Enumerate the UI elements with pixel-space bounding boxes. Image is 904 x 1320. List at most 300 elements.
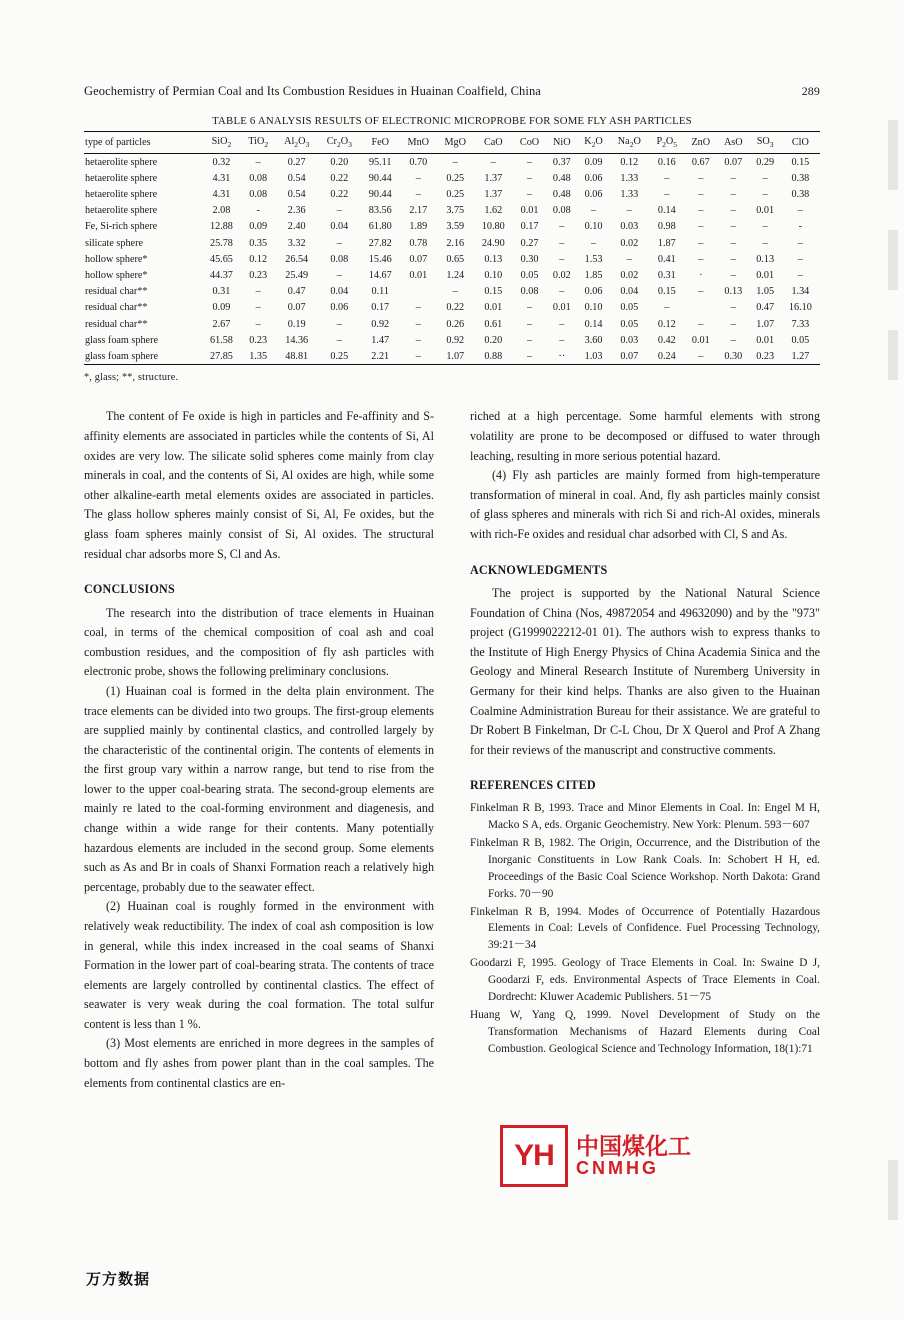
scan-edge-mark [888, 230, 898, 290]
scan-edge-mark [888, 330, 898, 380]
watermark-line-2: CNMHG [576, 1157, 659, 1178]
table-cell: 27.85 [202, 348, 241, 365]
heading-references: REFERENCES CITED [470, 778, 596, 793]
table-cell: 0.02 [620, 237, 639, 249]
table-column-header: NiO [546, 132, 577, 154]
table-cell: – [664, 172, 670, 184]
table-column-header: $Al_2O_3$ [275, 132, 318, 154]
table-cell: – [452, 156, 458, 168]
table-cell: 44.37 [209, 269, 233, 281]
table-cell: – [698, 237, 704, 249]
table-cell: 4.31 [212, 189, 231, 200]
table-cell: 0.15 [791, 156, 810, 168]
table-cell: 0.92 [446, 334, 465, 346]
table-cell: 0.08 [520, 286, 539, 298]
table-cell: – [730, 253, 736, 265]
table-cell: – [730, 318, 736, 330]
table-cell: 0.03 [620, 334, 639, 346]
paragraph-conclusion-1: (1) Huainan coal is formed in the delta plain environment. The trace elements can be divided into two groups. The first-group elements are supplied mainly by continental clastics, and controlled largely by the characteristic of the continental origin. The contents of elements in the first group vary within a narrow range, but tend to rise from the lower to the upper coal-bearing strata. The second-group elements are mainly re lated to the coal-forming environment and diagenesis, and change within a wide range for their contents. Many potentially hazardous elements are included in the second group. Some elements such as As and Br in coals of Shanxi Formation reach a relatively high percentage, probably due to the seawater effect. [84, 683, 434, 894]
table-cell: 48.81 [275, 348, 318, 365]
table-row [84, 300, 820, 316]
table-column-header: CoO [513, 132, 546, 154]
table-cell: 0.54 [287, 172, 306, 184]
table-cell: – [730, 334, 736, 346]
table-cell: 0.12 [620, 156, 639, 168]
table-cell: 1.33 [620, 189, 639, 200]
reference-item: Huang W, Yang Q, 1999. Novel Development of Study on the Transformation Mechanisms of Hazard Elements during Coal Combustion. Geological Science and Technology Information, 18(1):71 [470, 1009, 820, 1055]
table-cell: 1.07 [437, 348, 474, 365]
table-column-header: MgO [437, 132, 474, 154]
table-cell: – [415, 302, 421, 314]
table-cell: 0.01 [756, 334, 775, 346]
table-cell: 14.67 [368, 269, 392, 281]
table-cell: 25.78 [209, 237, 233, 249]
table-cell: 1.47 [371, 334, 390, 346]
table-cell: 45.65 [209, 253, 233, 265]
table-cell: 0.98 [657, 221, 676, 233]
table-cell: 0.47 [756, 302, 775, 314]
watermark-logo [500, 1125, 800, 1187]
table-cell: – [452, 286, 458, 298]
table-cell: – [255, 156, 261, 168]
paragraph-enriched-cont: riched at a high percentage. Some harmful elements with strong volatility are prone to be decomposed or diffused to water through leaching, resulting in more serious potential hazard. [470, 409, 820, 463]
particle-type-cell: residual char** [85, 286, 148, 298]
table-cell: – [559, 237, 565, 249]
table-cell: – [415, 318, 421, 330]
table-cell: 0.54 [287, 189, 306, 200]
particle-type-cell: glass foam sphere [84, 348, 202, 365]
table-cell: – [730, 302, 736, 314]
table-cell: – [698, 286, 704, 298]
table-cell: 1.05 [756, 286, 775, 298]
table-cell: – [415, 189, 421, 200]
table-cell: 1.62 [484, 205, 503, 217]
table-cell: 16.10 [788, 302, 812, 314]
table-cell: 0.02 [552, 269, 571, 281]
table-cell: 0.41 [657, 253, 676, 265]
heading-acknowledgments: ACKNOWLEDGMENTS [470, 562, 608, 577]
table-cell: 0.31 [212, 286, 231, 298]
table-cell: 0.11 [371, 286, 389, 298]
table-cell: 0.16 [657, 156, 676, 168]
table-cell: 1.35 [241, 348, 275, 365]
table-column-header: MnO [400, 132, 437, 154]
table-cell: – [698, 205, 704, 217]
table-cell: 0.07 [409, 253, 428, 265]
watermark-mark: YH [500, 1125, 568, 1187]
table-cell: 2.67 [212, 318, 231, 330]
table-cell: 3.75 [446, 205, 465, 217]
table-cell: 1.87 [657, 237, 676, 249]
table-cell: 0.27 [287, 156, 306, 168]
table-cell: 0.14 [584, 318, 603, 330]
running-head [84, 84, 820, 102]
table-cell: 15.46 [368, 253, 392, 265]
table-cell: 0.27 [520, 237, 539, 249]
table-cell: 0.13 [756, 253, 775, 265]
table-cell: 0.12 [657, 318, 676, 330]
table-row [84, 170, 820, 186]
table-cell: – [415, 334, 421, 346]
table-cell: 25.49 [285, 269, 309, 281]
table-cell: 0.48 [552, 189, 571, 200]
table-cell: 0.88 [474, 348, 513, 365]
table-cell: – [762, 172, 768, 184]
paragraph-acknowledgments: The project is supported by the National Natural Science Foundation of China (Nos, 49872054 and 49632090) and by the "973" project (G1999022212-01 01). The authors wish to express thanks to the Institute of High Energy Physics of China Academia Sinica and the Geology and Mineral Research Institute of Nuremberg University in Germany for their kind helps. Thanks are also given to the Huainan Coalmine Administration Bureau for their assistance. We are grateful to Dr Robert B Finkelman, Dr C-L Chou, Dr X Querol and Prof A Zhang for their reviews of the manuscript and constructive comments. [470, 586, 820, 757]
table-header [84, 132, 820, 154]
table-cell: 0.20 [484, 334, 503, 346]
table-cell: 0.04 [330, 221, 349, 233]
table-column-header: CaO [474, 132, 513, 154]
table-cell: 0.01 [756, 205, 775, 217]
table-row [84, 235, 820, 251]
table-cell: – [626, 205, 632, 217]
table-cell: – [698, 172, 704, 184]
table-cell: – [698, 253, 704, 265]
table-cell: – [336, 237, 342, 249]
particle-type-cell: glass foam sphere [85, 334, 158, 346]
table-cell: 0.07 [287, 302, 306, 314]
table-cell: 26.54 [285, 253, 309, 265]
table-cell: – [730, 205, 736, 217]
table-cell: – [527, 156, 533, 168]
table-cell: 1.34 [791, 286, 810, 298]
paragraph-research: The research into the distribution of trace elements in Huainan coal, in terms of the chemical composition of coal ash and coal combustion residues, and the composition of fly ash particles with electronic probe, shows the following preliminary conclusions. [84, 605, 434, 679]
table-cell: 0.23 [249, 334, 268, 346]
table-cell: 1.33 [620, 172, 639, 184]
page-content [84, 84, 820, 1093]
table-row [84, 203, 820, 219]
table-cell: – [685, 348, 718, 365]
reference-item: Finkelman R B, 1993. Trace and Minor Elements in Coal. In: Engel M H, Macko S A, eds. Organic Geochemistry. New York: Plenum. 593－607 [470, 801, 820, 831]
table-cell: 0.07 [610, 348, 649, 365]
table-cell: – [336, 334, 342, 346]
reference-item: Finkelman R B, 1994. Modes of Occurrence of Potentially Hazardous Elements in Coal: Levels of Confidence. Fuel Processing Technology, 39:21－34 [470, 905, 820, 952]
table-cell: – [527, 172, 533, 184]
reference-item: Goodarzi F, 1995. Geology of Trace Elements in Coal. In: Swaine D J, Goodarzi F, eds. Environmental Aspects of Trace Elements in Coal. Dordrecht: Kluwer Academic Publishers. 51－75 [470, 957, 820, 1004]
table-cell: 0.09 [212, 302, 231, 314]
table-cell: 0.25 [446, 189, 465, 200]
table-cell: 0.05 [520, 269, 539, 281]
table-cell: 0.12 [249, 253, 268, 265]
table-cell: 0.92 [371, 318, 390, 330]
table-cell: 83.56 [368, 205, 392, 217]
table-cell: – [664, 189, 670, 200]
table-cell: 0.06 [584, 286, 603, 298]
table-row [84, 219, 820, 235]
table-cell: 0.10 [584, 221, 603, 233]
particle-type-cell: hetaerolite sphere [85, 189, 158, 200]
table-cell: 1.03 [577, 348, 609, 365]
table-cell: 0.32 [212, 156, 231, 168]
table-cell: – [400, 348, 437, 365]
table-cell: 1.53 [584, 253, 603, 265]
particle-type-cell: Fe, Si-rich sphere [85, 221, 158, 233]
table-cell: – [626, 253, 632, 265]
table-cell: – [730, 221, 736, 233]
table-cell: 61.58 [209, 334, 233, 346]
table-cell: 0.08 [249, 172, 268, 184]
table-cell: 3.60 [584, 334, 603, 346]
table-column-header: ZnO [685, 132, 718, 154]
table-cell: 0.23 [249, 269, 268, 281]
table-cell: 0.01 [520, 205, 539, 217]
table-cell: 7.33 [791, 318, 810, 330]
table-column-header: type of particles [84, 132, 202, 154]
table-cell: – [730, 269, 736, 281]
table-cell: – [590, 205, 597, 217]
table-cell: – [797, 205, 803, 217]
table-cell: 0.19 [287, 318, 306, 330]
table-column-header: AsO [717, 132, 750, 154]
table-row [84, 332, 820, 348]
particle-type-cell: residual char** [85, 318, 148, 330]
table-cell: 2.21 [361, 348, 400, 365]
table-cell: 0.38 [791, 189, 810, 200]
table-cell: – [590, 237, 597, 249]
table-cell: – [336, 205, 342, 217]
table-cell: – [559, 286, 565, 298]
table-cell: 0.22 [330, 172, 349, 184]
table-cell: 0.08 [249, 189, 268, 200]
table-cell: 0.01 [552, 302, 571, 314]
table-cell: – [730, 172, 736, 184]
table-cell [685, 300, 718, 316]
table-cell: 0.04 [330, 286, 349, 298]
table-cell: 1.89 [409, 221, 428, 233]
heading-conclusions: CONCLUSIONS [84, 582, 175, 597]
table-cell: 2.36 [287, 205, 306, 217]
table-cell: 0.10 [584, 302, 603, 314]
table-cell: 0.38 [791, 172, 810, 184]
table-cell: 1.37 [484, 189, 503, 200]
table-cell: 0.08 [552, 205, 571, 217]
table-cell: 0.29 [756, 156, 775, 168]
particle-type-cell: hollow sphere* [85, 253, 148, 265]
table-cell: 0.03 [620, 221, 639, 233]
table-column-header: $Na_2O$ [610, 132, 649, 154]
table-cell: 0.09 [249, 221, 268, 233]
table-cell: 0.05 [791, 334, 810, 346]
table-cell: – [797, 269, 803, 281]
table-cell: 0.17 [520, 221, 539, 233]
watermark-line-1: 中国煤化工 [576, 1133, 691, 1160]
table-cell: – [664, 302, 670, 314]
table-header-row [84, 132, 820, 154]
table-cell: – [527, 189, 533, 200]
particle-type-cell: silicate sphere [85, 237, 143, 249]
table-cell: 24.90 [481, 237, 505, 249]
table-cell: 0.06 [584, 172, 603, 184]
table-row [84, 267, 820, 283]
table-cell: 0.67 [691, 156, 710, 168]
table-cell: 2.40 [287, 221, 306, 233]
paragraph-conclusion-4: (4) Fly ash particles are mainly formed from high-temperature transformation of mineral in coal. And, fly ash particles mainly consist of glass spheres and minerals with rich Si and rich-Al oxides, minerals with rich-Fe oxides and residual char adsorbed with Cl, S and As. [470, 468, 820, 541]
table-cell: 1.37 [484, 172, 503, 184]
table-cell: 1.27 [781, 348, 820, 365]
table-cell: – [527, 334, 533, 346]
table-cell: 1.24 [446, 269, 465, 281]
table-cell: – [698, 221, 704, 233]
table-cell: 0.06 [330, 302, 349, 314]
table-row [84, 186, 820, 202]
table-row [84, 251, 820, 267]
table-cell: 0.20 [330, 156, 349, 168]
table-cell: 0.06 [584, 189, 603, 200]
table-cell [400, 284, 437, 300]
table-cell: 3.59 [446, 221, 465, 233]
table-cell: 0.37 [552, 156, 571, 168]
table-cell: 10.80 [481, 221, 505, 233]
table-cell: 0.01 [691, 334, 710, 346]
table-cell: 1.07 [756, 318, 775, 330]
table-cell: – [762, 221, 768, 233]
table-column-header: $P_2O_5$ [649, 132, 685, 154]
table-column-header: $Cr_2O_3$ [318, 132, 361, 154]
table-cell: · [699, 269, 703, 281]
table-cell: 0.22 [446, 302, 465, 314]
footer-stamp: 万方数据 [86, 1271, 151, 1288]
table-cell: 0.01 [484, 302, 503, 314]
table-cell: – [559, 221, 565, 233]
table-cell: 0.04 [620, 286, 639, 298]
table-cell: – [698, 318, 704, 330]
table-cell: 0.01 [756, 269, 775, 281]
table-cell: – [415, 172, 421, 184]
table-cell: 0.25 [446, 172, 465, 184]
table-cell: – [255, 318, 261, 330]
table-cell: 0.13 [724, 286, 743, 298]
table-cell: 0.05 [620, 302, 639, 314]
table-cell: 2.16 [446, 237, 465, 249]
table-cell: 0.08 [330, 253, 349, 265]
table-cell: 0.61 [484, 318, 503, 330]
particle-type-cell: residual char** [85, 302, 148, 314]
table-cell: 14.36 [285, 334, 309, 346]
page-number: 289 [801, 84, 820, 98]
paragraph-conclusion-2: (2) Huainan coal is roughly formed in the environment with relatively weak reductibility. The index of coal ash composition is low in general, while this index increased in the coal seams of Shanxi Formation in the lower part of coal-bearing strata. The contents of trace elements are largely controlled by continental clastics. The effect of seawater is very weak during the coal formation. The total sulfur content is less than 1 %. [84, 899, 434, 1031]
table-cell: 95.11 [368, 156, 392, 168]
table-cell: 2.17 [409, 205, 428, 217]
table-cell: 0.02 [620, 269, 639, 281]
table-row [84, 316, 820, 332]
table-cell: – [336, 318, 342, 330]
table-cell: 0.10 [484, 269, 503, 281]
table-cell: – [527, 302, 533, 314]
table-row [84, 154, 820, 171]
particle-type-cell: hetaerolite sphere [85, 205, 158, 217]
particle-type-cell: hetaerolite sphere [85, 156, 158, 168]
paragraph-conclusion-3: (3) Most elements are enriched in more degrees in the samples of bottom and fly ashes from power plant than in the coal samples. The elements from continental clastics are en- [84, 1036, 434, 1090]
table-cell: 0.42 [657, 334, 676, 346]
table-cell: – [559, 318, 565, 330]
table-cell: – [255, 286, 261, 298]
scan-edge-mark [888, 1160, 898, 1220]
particle-type-cell: hollow sphere* [85, 269, 148, 281]
table-cell: 0.31 [657, 269, 676, 281]
table-cell: 1.85 [584, 269, 603, 281]
table-column-header: FeO [361, 132, 400, 154]
table-cell: 0.17 [371, 302, 390, 314]
table-cell: 3.32 [287, 237, 306, 249]
table-cell: 0.26 [446, 318, 465, 330]
particle-type-cell: hetaerolite sphere [85, 172, 158, 184]
table-cell: 0.07 [724, 156, 743, 168]
table-cell: 61.80 [368, 221, 392, 233]
table-row [84, 348, 820, 365]
running-head-title: Geochemistry of Permian Coal and Its Combustion Residues in Huainan Coalfield, China [84, 84, 541, 98]
table-cell: 0.13 [484, 253, 503, 265]
table-cell: 0.23 [750, 348, 781, 365]
table-cell: – [490, 156, 496, 168]
table-cell: – [730, 189, 736, 200]
table-cell: 0.14 [657, 205, 676, 217]
paragraph-fe-oxide: The content of Fe oxide is high in particles and Fe-affinity and S-affinity elements are associated in particles while the contents of Si, Al oxides are very low. The silicate solid spheres come mainly from clay minerals in coal, and the contents of Si, Al oxides are high, while some other alkaline-earth metal elements oxides are associated in particles. The glass hollow spheres mainly consist of Si, Al, Fe oxides, but the glass foam spheres mainly consist of Si, Al oxides. The structural residual char adsorbs more S, Cl and As. [84, 409, 434, 561]
table-cell: 90.44 [368, 172, 392, 184]
table-cell: 0.24 [649, 348, 685, 365]
right-column [470, 407, 820, 1093]
reference-list [470, 800, 820, 1058]
table-body [84, 154, 820, 365]
table-cell: 12.88 [209, 221, 233, 233]
table-cell: – [797, 237, 803, 249]
table-cell: 0.35 [249, 237, 268, 249]
table-cell: 0.48 [552, 172, 571, 184]
reference-item: Finkelman R B, 1982. The Origin, Occurrence, and the Distribution of the Inorganic Constituents in Low Rank Coals. In: Schobert H H, ed. Proceedings of the Basic Coal Science Workshop. North Dakota: Grand Forks. 70－90 [470, 836, 820, 900]
table-cell: 0.09 [584, 156, 603, 168]
table-cell: 4.31 [212, 172, 231, 184]
table-cell: - [256, 205, 260, 217]
table-cell: – [698, 189, 704, 200]
microprobe-results-table [84, 131, 820, 365]
table-cell: 0.70 [409, 156, 428, 168]
table-cell: – [255, 302, 261, 314]
table-cell: – [797, 253, 803, 265]
table-cell: 0.30 [520, 253, 539, 265]
watermark-text [576, 1134, 691, 1177]
table-footnote: *, glass; **, structure. [84, 372, 179, 384]
table-cell: ·· [546, 348, 577, 365]
table-cell: 90.44 [368, 189, 392, 200]
table-cell: 0.65 [446, 253, 465, 265]
table-caption: TABLE 6 ANALYSIS RESULTS OF ELECTRONIC MICROPROBE FOR SOME FLY ASH PARTICLES [212, 115, 692, 127]
table-cell: 0.25 [318, 348, 361, 365]
table-cell: – [513, 348, 546, 365]
body-columns [84, 407, 820, 1093]
table-column-header: $SO_3$ [750, 132, 781, 154]
table-cell: – [762, 189, 768, 200]
table-cell: 0.01 [409, 269, 428, 281]
table-cell: 0.05 [620, 318, 639, 330]
table-cell: 0.15 [657, 286, 676, 298]
left-column [84, 407, 434, 1093]
table-column-header: SiO$_2$ [202, 132, 241, 154]
table-cell: – [559, 253, 565, 265]
table-cell: – [527, 318, 533, 330]
table-cell: – [730, 237, 736, 249]
table-cell: 0.15 [484, 286, 503, 298]
table-cell: 2.08 [212, 205, 231, 217]
table-cell: 0.22 [330, 189, 349, 200]
table-cell: 0.78 [409, 237, 428, 249]
table-cell: – [762, 237, 768, 249]
table-cell: 0.30 [717, 348, 750, 365]
table-column-header: ClO [781, 132, 820, 154]
scan-edge-mark [888, 120, 898, 190]
table-row [84, 284, 820, 300]
table-column-header: TiO$_2$ [241, 132, 275, 154]
table-cell: – [336, 269, 342, 281]
